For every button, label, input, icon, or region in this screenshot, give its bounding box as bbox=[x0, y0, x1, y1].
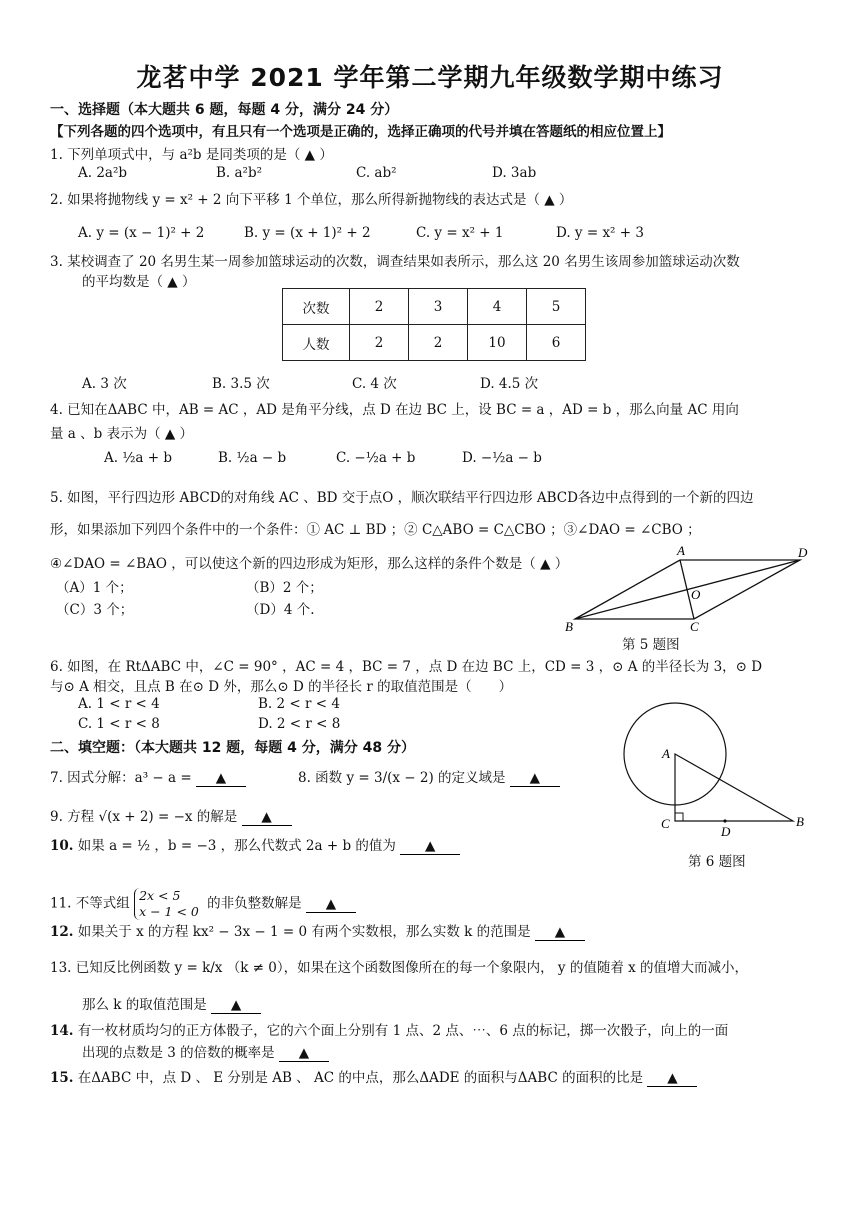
question-4-stem-line2: 量 a 、b 表示为（ ▲ ） bbox=[50, 426, 194, 442]
table-cell: 5 bbox=[527, 289, 586, 325]
answer-blank: ▲ bbox=[242, 809, 292, 826]
right-angle-mark bbox=[675, 813, 683, 821]
section-heading-choice: 一、选择题（本大题共 6 题，每题 4 分，满分 24 分） bbox=[50, 102, 399, 118]
point-label-o: O bbox=[691, 587, 701, 602]
figure-5-caption: 第 5 题图 bbox=[622, 637, 680, 653]
question-1-option-c: C. ab² bbox=[356, 165, 397, 181]
question-13-line1: 13. 已知反比例函数 y = k/x （k ≠ 0），如果在这个函数图像所在的每一个象限内， y 的值随着 x 的值增大而减小， bbox=[50, 960, 749, 976]
page-title: 龙茗中学 2021 学年第二学期九年级数学期中练习 bbox=[136, 63, 724, 92]
question-13-text: 那么 k 的取值范围是 bbox=[82, 997, 207, 1013]
answer-blank: ▲ bbox=[400, 838, 460, 855]
question-3-table bbox=[282, 288, 586, 361]
question-5-option-d: （D）4 个. bbox=[246, 602, 315, 618]
table-row bbox=[283, 289, 586, 325]
table-cell: 6 bbox=[527, 325, 586, 361]
question-15-text: 在ΔABC 中，点 D 、 E 分别是 AB 、 AC 的中点，那么ΔADE 的面积与ΔABC 的面积的比是 bbox=[77, 1070, 644, 1086]
question-5-option-c: （C）3 个； bbox=[56, 602, 134, 618]
question-12-text: 如果关于 x 的方程 kx² − 3x − 1 = 0 有两个实数根，那么实数 k 的范围是 bbox=[77, 924, 531, 940]
question-15-number: 15. bbox=[50, 1070, 74, 1086]
question-3-option-b: B. 3.5 次 bbox=[212, 376, 270, 392]
figure-6-caption: 第 6 题图 bbox=[688, 854, 746, 870]
answer-blank: ▲ bbox=[279, 1045, 329, 1062]
table-header-cell: 人数 bbox=[283, 325, 350, 361]
point-label-b: B bbox=[796, 814, 804, 829]
section-heading-fill: 二、填空题：（本大题共 12 题，每题 4 分，满分 48 分） bbox=[50, 740, 415, 756]
question-5-stem-line2: 形，如果添加下列四个条件中的一个条件：① AC ⊥ BD ；② C△ABO = C△CBO ；③∠DAO = ∠CBO ； bbox=[50, 522, 701, 538]
question-6-figure bbox=[615, 700, 815, 840]
table-cell: 10 bbox=[468, 325, 527, 361]
question-5-stem-line3: ④∠DAO = ∠BAO ，可以使这个新的四边形成为矩形，那么这样的条件个数是（ ▲ ） bbox=[50, 556, 569, 572]
question-15 bbox=[50, 1066, 697, 1087]
question-14-number: 14. bbox=[50, 1023, 74, 1039]
section-instruction: 【下列各题的四个选项中，有且只有一个选项是正确的，选择正确项的代号并填在答题纸的相应位置上】 bbox=[50, 124, 671, 140]
question-8 bbox=[298, 766, 560, 787]
question-4-option-d: D. −½a − b bbox=[462, 450, 542, 466]
inequality-1: 2x < 5 bbox=[139, 888, 181, 903]
question-1-option-b: B. a²b² bbox=[216, 165, 263, 181]
question-1-option-d: D. 3ab bbox=[492, 165, 537, 181]
question-2-option-c: C. y = x² + 1 bbox=[416, 225, 504, 241]
question-10-number: 10. bbox=[50, 838, 74, 854]
question-6-stem-line1: 6. 如图，在 RtΔABC 中，∠C = 90° ，AC = 4 ，BC = 7 ，点 D 在边 BC 上，CD = 3 ，⊙ A 的半径长为 3，⊙ D bbox=[50, 659, 763, 675]
question-6-option-b: B. 2 < r < 4 bbox=[258, 696, 340, 712]
point-label-d: D bbox=[721, 824, 731, 839]
question-12-number: 12. bbox=[50, 924, 74, 940]
question-5-option-b: （B）2 个； bbox=[246, 580, 323, 596]
question-3-stem-line2: 的平均数是（ ▲ ） bbox=[82, 274, 196, 290]
question-5-stem-line1: 5. 如图，平行四边形 ABCD的对角线 AC 、BD 交于点O ，顺次联结平行四边形 ABCD各边中点得到的一个新的四边 bbox=[50, 490, 754, 506]
question-7 bbox=[50, 766, 246, 787]
question-13-line2 bbox=[82, 993, 261, 1014]
question-3-stem-line1: 3. 某校调查了 20 名男生某一周参加篮球运动的次数，调查结果如表所示，那么这 20 名男生该周参加篮球运动次数 bbox=[50, 254, 740, 270]
question-12 bbox=[50, 920, 585, 941]
answer-blank: ▲ bbox=[535, 924, 585, 941]
question-14-text: 有一枚材质均匀的正方体骰子，它的六个面上分别有 1 点、2 点、⋯、6 点的标记，掷一次骰子，向上的一面 bbox=[77, 1023, 729, 1039]
point-label-b: B bbox=[565, 619, 573, 634]
point-label-a: A bbox=[662, 746, 670, 761]
question-3-option-a: A. 3 次 bbox=[82, 376, 127, 392]
question-6-option-c: C. 1 < r < 8 bbox=[78, 716, 160, 732]
question-3-option-d: D. 4.5 次 bbox=[480, 376, 539, 392]
answer-blank: ▲ bbox=[510, 770, 560, 787]
question-11-tail: 的非负整数解是 bbox=[207, 895, 302, 912]
triangle-abc bbox=[675, 754, 793, 821]
table-cell: 2 bbox=[350, 289, 409, 325]
question-5-figure bbox=[560, 543, 820, 635]
table-cell: 2 bbox=[409, 325, 468, 361]
answer-blank: ▲ bbox=[306, 896, 356, 913]
table-cell: 4 bbox=[468, 289, 527, 325]
question-14-line2 bbox=[82, 1041, 329, 1062]
point-label-a: A bbox=[677, 543, 685, 558]
question-10 bbox=[50, 834, 460, 855]
question-4-option-c: C. −½a + b bbox=[336, 450, 416, 466]
question-2-option-a: A. y = (x − 1)² + 2 bbox=[78, 225, 205, 241]
question-2-option-b: B. y = (x + 1)² + 2 bbox=[244, 225, 371, 241]
table-cell: 3 bbox=[409, 289, 468, 325]
point-label-c: C bbox=[661, 816, 670, 831]
question-6-option-d: D. 2 < r < 8 bbox=[258, 716, 341, 732]
table-header-cell: 次数 bbox=[283, 289, 350, 325]
question-1-stem: 1. 下列单项式中，与 a²b 是同类项的是（ ▲ ） bbox=[50, 147, 333, 163]
point-label-c: C bbox=[690, 619, 699, 634]
question-9 bbox=[50, 805, 292, 826]
table-cell: 2 bbox=[350, 325, 409, 361]
question-1-option-a: A. 2a²b bbox=[78, 165, 128, 181]
question-11 bbox=[50, 888, 356, 920]
question-2-option-d: D. y = x² + 3 bbox=[556, 225, 644, 241]
inequality-2: x − 1 < 0 bbox=[139, 904, 199, 919]
question-9-text: 9. 方程 √(x + 2) = −x 的解是 bbox=[50, 809, 238, 825]
diagonal-bd bbox=[575, 560, 800, 619]
inequality-system bbox=[134, 888, 203, 920]
question-2-stem: 2. 如果将抛物线 y = x² + 2 向下平移 1 个单位，那么所得新抛物线的表达式是（ ▲ ） bbox=[50, 192, 573, 208]
question-6-option-a: A. 1 < r < 4 bbox=[78, 696, 160, 712]
point-d-dot bbox=[723, 819, 726, 822]
question-4-option-b: B. ½a − b bbox=[218, 450, 287, 466]
question-6-stem-line2: 与⊙ A 相交，且点 B 在⊙ D 外，那么⊙ D 的半径长 r 的取值范围是（ ） bbox=[50, 679, 513, 695]
table-row bbox=[283, 325, 586, 361]
answer-blank: ▲ bbox=[211, 997, 261, 1014]
question-14-line1 bbox=[50, 1019, 728, 1039]
point-label-d: D bbox=[798, 545, 808, 560]
question-3-option-c: C. 4 次 bbox=[352, 376, 397, 392]
question-10-text: 如果 a = ½ ，b = −3 ，那么代数式 2a + b 的值为 bbox=[77, 838, 396, 854]
question-11-text: 11. 不等式组 bbox=[50, 895, 130, 912]
question-5-option-a: （A）1 个； bbox=[56, 580, 133, 596]
question-4-option-a: A. ½a + b bbox=[104, 450, 173, 466]
answer-blank: ▲ bbox=[196, 770, 246, 787]
question-14-text-2: 出现的点数是 3 的倍数的概率是 bbox=[82, 1045, 275, 1061]
question-8-text: 8. 函数 y = 3/(x − 2) 的定义域是 bbox=[298, 770, 506, 786]
answer-blank: ▲ bbox=[647, 1070, 697, 1087]
question-7-text: 7. 因式分解：a³ − a = bbox=[50, 770, 192, 786]
question-4-stem-line1: 4. 已知在ΔABC 中，AB = AC ，AD 是角平分线，点 D 在边 BC 上，设 BC = a ，AD = b ，那么向量 AC 用向 bbox=[50, 402, 739, 418]
